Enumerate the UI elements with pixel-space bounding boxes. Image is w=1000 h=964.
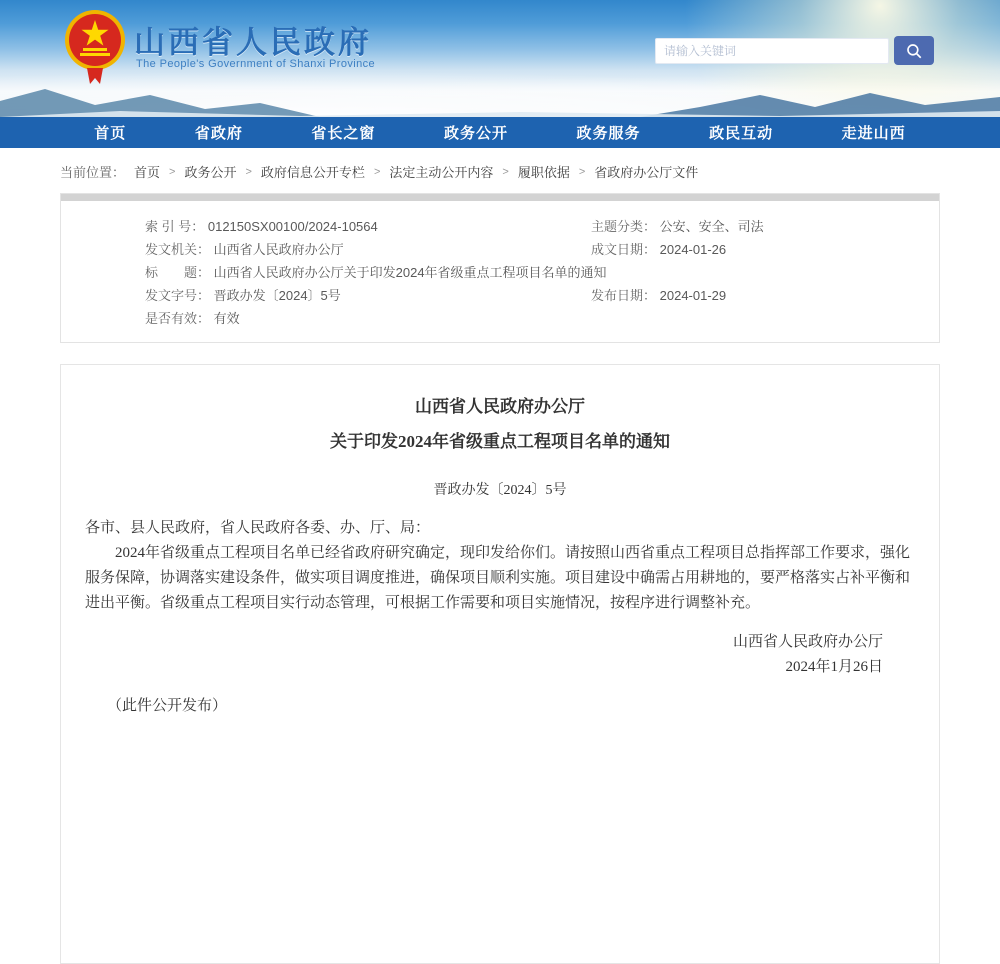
breadcrumb-separator: > xyxy=(578,165,586,178)
meta-row-issuing-agency xyxy=(145,238,591,261)
document-title-line2: 关于印发2024年省级重点工程项目名单的通知 xyxy=(330,432,670,451)
breadcrumb-item-info-column[interactable]: 政府信息公开专栏 xyxy=(260,165,365,180)
meta-label-publish-date: 发布日期： xyxy=(591,288,657,303)
breadcrumb-item-gov-disclosure[interactable]: 政务公开 xyxy=(184,165,237,180)
mountains-decoration xyxy=(0,83,1000,117)
breadcrumb xyxy=(60,148,940,181)
metadata-top-strip xyxy=(61,194,939,201)
meta-row-publish-date xyxy=(591,284,929,307)
meta-row-written-date xyxy=(591,238,929,261)
search-button[interactable] xyxy=(894,36,934,65)
document-salutation: 各市、县人民政府，省人民政府各委、办、厅、局： xyxy=(85,520,431,536)
meta-label-title: 标 题： xyxy=(145,265,211,280)
main-nav xyxy=(0,117,1000,148)
meta-label-validity: 是否有效： xyxy=(145,311,211,326)
breadcrumb-item-duty-basis[interactable]: 履职依据 xyxy=(517,165,570,180)
meta-value-written-date: 2024-01-26 xyxy=(659,242,727,257)
breadcrumb-separator: > xyxy=(245,165,252,178)
search-icon xyxy=(905,42,923,60)
nav-item-gov-services[interactable]: 政务服务 xyxy=(576,125,641,142)
document-title-line1: 山西省人民政府办公厅 xyxy=(415,397,585,416)
meta-value-index: 012150SX00100/2024-10564 xyxy=(207,219,378,234)
nav-item-interaction[interactable]: 政民互动 xyxy=(709,125,774,142)
document-content-panel xyxy=(60,364,940,964)
breadcrumb-item-office-documents[interactable]: 省政府办公厅文件 xyxy=(594,165,699,180)
meta-value-doc-number: 晋政办发〔2024〕5号 xyxy=(213,288,341,303)
meta-value-publish-date: 2024-01-29 xyxy=(659,288,727,303)
breadcrumb-separator: > xyxy=(502,165,509,178)
document-footnote: （此件公开发布） xyxy=(107,698,228,714)
national-emblem-logo xyxy=(63,8,127,84)
meta-value-validity: 有效 xyxy=(213,311,240,326)
breadcrumb-item-home[interactable]: 首页 xyxy=(134,165,161,180)
search-bar xyxy=(655,36,934,65)
site-header xyxy=(0,0,1000,117)
document-paragraph: 2024年省级重点工程项目名单已经省政府研究确定，现印发给你们。请按照山西省重点工程项目总指挥部工作要求，强化服务保障，协调落实建设条件，做实项目调度推进，确保项目顺利实施。项目建设中确需占用耕地的，要严格落实占补平衡和进出平衡。省级重点工程项目实行动态管理，可根据工作需要和项目实施情况，按程序进行调整补充。 xyxy=(85,545,911,611)
site-title: 山西省人民政府 xyxy=(134,25,372,60)
breadcrumb-item-statutory-content[interactable]: 法定主动公开内容 xyxy=(389,165,494,180)
meta-row-title xyxy=(145,261,607,284)
document-date: 2024年1月26日 xyxy=(785,659,883,675)
meta-label-index: 索 引 号： xyxy=(145,219,205,234)
document-number: 晋政办发〔2024〕5号 xyxy=(433,483,567,498)
meta-row-theme xyxy=(591,215,929,238)
meta-value-theme: 公安、安全、司法 xyxy=(659,219,764,234)
document-metadata-panel xyxy=(60,193,940,343)
meta-label-written-date: 成文日期： xyxy=(591,242,657,257)
nav-item-into-shanxi[interactable]: 走进山西 xyxy=(841,125,906,142)
meta-value-issuing-agency: 山西省人民政府办公厅 xyxy=(213,242,344,257)
meta-value-title: 山西省人民政府办公厅关于印发2024年省级重点工程项目名单的通知 xyxy=(213,265,607,280)
breadcrumb-label: 当前位置： xyxy=(60,165,126,180)
nav-item-gov-disclosure[interactable]: 政务公开 xyxy=(443,125,508,142)
meta-label-theme: 主题分类： xyxy=(591,219,657,234)
meta-row-validity xyxy=(145,307,591,330)
meta-label-doc-number: 发文字号： xyxy=(145,288,211,303)
meta-label-issuing-agency: 发文机关： xyxy=(145,242,211,257)
meta-row-doc-number xyxy=(145,284,591,307)
site-subtitle: The People's Government of Shanxi Province xyxy=(136,58,376,70)
search-input[interactable] xyxy=(655,38,889,64)
breadcrumb-separator: > xyxy=(169,165,176,178)
meta-row-index xyxy=(145,215,591,238)
nav-item-home[interactable]: 首页 xyxy=(94,125,127,142)
breadcrumb-separator: > xyxy=(373,165,381,178)
document-signature: 山西省人民政府办公厅 xyxy=(732,634,883,650)
nav-item-governor-window[interactable]: 省长之窗 xyxy=(311,125,376,142)
nav-item-provincial-government[interactable]: 省政府 xyxy=(194,125,243,142)
